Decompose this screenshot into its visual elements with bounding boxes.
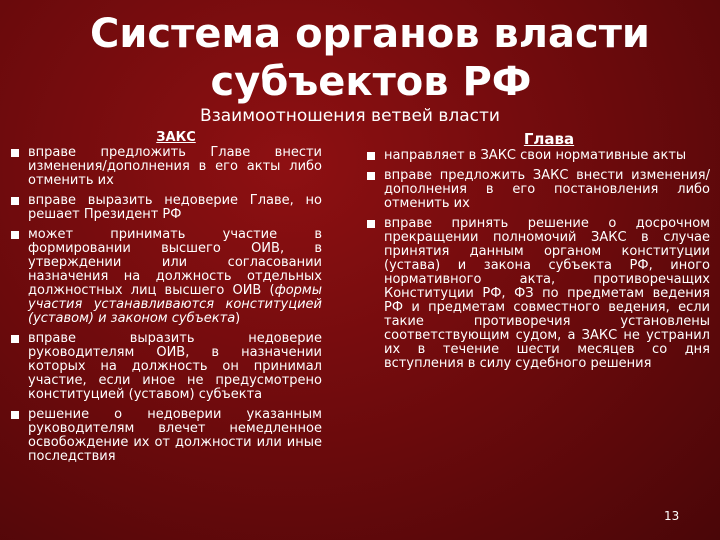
slide-title [0, 10, 720, 106]
zaks-heading: ЗАКС [156, 130, 196, 145]
list-item [10, 228, 322, 326]
glava-column [366, 130, 710, 377]
list-item-text: решение о недоверии указанным руководителям влечет немедленное освобождение их от должности или иные последствия [28, 407, 322, 464]
list-item [366, 149, 710, 163]
list-item [10, 408, 322, 464]
list-item-text: вправе выразить недоверие руководителям ОИВ, в назначении которых на должность он принимал участие, если иное не предусмотрено конституцией (уставом) субъекта [28, 331, 322, 402]
glava-heading: Глава [523, 130, 575, 148]
list-item-text: вправе предложить ЗАКС внести изменения/дополнения в его постановления либо отменить их [384, 168, 710, 211]
list-item-text: может принимать участие в формировании высшего ОИВ, в утверждении или согласовании назначения на должность отдельных должностных лиц высшего ОИВ ( [28, 227, 322, 298]
square-bullet-icon [11, 231, 19, 239]
square-bullet-icon [11, 197, 19, 205]
square-bullet-icon [367, 152, 375, 160]
glava-list [366, 149, 710, 371]
title-line-2: субъектов РФ [210, 59, 532, 105]
list-item-tail: ) [235, 311, 241, 326]
square-bullet-icon [11, 149, 19, 157]
list-item [366, 217, 710, 371]
list-item [10, 332, 322, 402]
list-item-text: вправе предложить Главе внести изменения/дополнения в его акты либо отменить их [28, 145, 322, 188]
list-item-text: вправе принять решение о досрочном прекращении полномочий ЗАКС в случае принятия данным органом конституции (устава) и закона субъекта РФ, иного нормативного акта, противоречащих Конституции РФ, ФЗ по предметам ведения РФ и предметам совместного ведения, если такие противоречия установлены соответствующим судом, а ЗАКС не устранил их в течение шести месяцев со дня вступления в силу судебного решения [384, 216, 710, 371]
title-line-1: Система органов власти [90, 11, 650, 57]
page-number: 13 [664, 509, 680, 523]
square-bullet-icon [367, 172, 375, 180]
list-item-text: направляет в ЗАКС свои нормативные акты [384, 148, 687, 163]
list-item [366, 169, 710, 211]
list-item [10, 194, 322, 222]
square-bullet-icon [11, 411, 19, 419]
slide-subtitle: Взаимоотношения ветвей власти [200, 106, 500, 126]
zaks-list [10, 146, 322, 464]
list-item-italic-note: формы участия устанавливаются конституцией (уставом) и законом субъекта [28, 283, 322, 326]
square-bullet-icon [367, 220, 375, 228]
square-bullet-icon [11, 335, 19, 343]
list-item-text: вправе выразить недоверие Главе, но решает Президент РФ [28, 193, 322, 222]
list-item [10, 146, 322, 188]
zaks-column [10, 130, 322, 470]
